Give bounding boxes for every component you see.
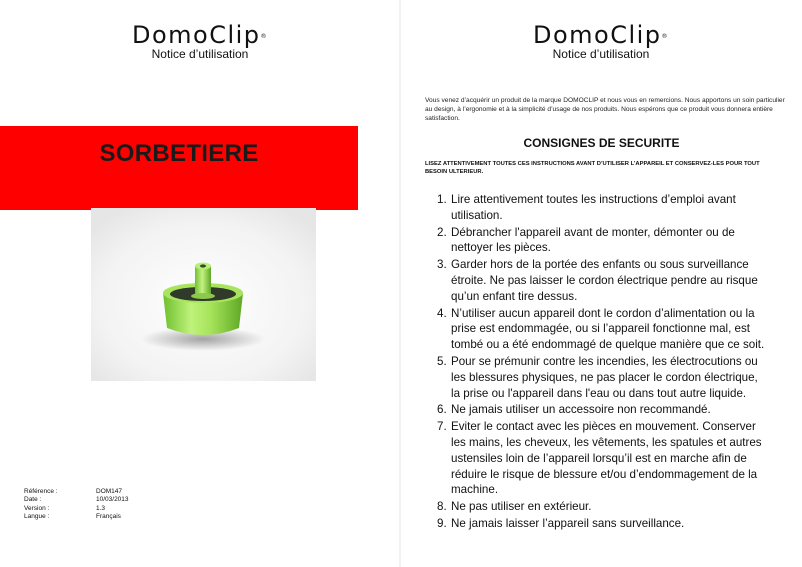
- list-item: 1. Lire attentivement toutes les instructions d’emploi avant utilisation.: [437, 193, 736, 222]
- product-title: SORBETIERE: [99, 140, 259, 167]
- left-page: [0, 0, 399, 567]
- list-item: 8. Ne pas utiliser en extérieur.: [437, 500, 592, 514]
- meta-row-version: Version : 1.3: [24, 504, 106, 512]
- title-banner: [0, 126, 358, 210]
- domoclip-logo: DomoClip®: [131, 21, 269, 49]
- brand-header-right: [501, 22, 701, 61]
- domoclip-logo: DomoClip®: [532, 21, 670, 49]
- list-item: 9. Ne jamais laisser l’appareil sans surveillance.: [437, 516, 685, 530]
- list-item: 5. Pour se prémunir contre les incendies, les électrocutions ou les blessures physiques, ne pas placer le cordon électrique, la prise ou l'appareil dans l'eau ou dans tout autre liquide.: [437, 354, 758, 400]
- read-instructions-warning: LISEZ ATTENTIVEMENT TOUTES CES INSTRUCTIONS AVANT D’UTILISER L’APPAREIL ET CONSERVEZ-LES POUR TOUT BESOIN ULTERIEUR.: [425, 161, 760, 175]
- list-item: 6. Ne jamais utiliser un accessoire non recommandé.: [437, 403, 711, 417]
- intro-paragraph: Vous venez d’acquérir un produit de la marque DOMOCLIP et nous vous en remercions. Nous apportons un soin particulier au design, à l’ergonomie et à la simplicité d’usage de nos produits. Nous espérons que ce produit vous donnera entière satisfaction.: [425, 97, 785, 122]
- document-meta: [24, 488, 129, 522]
- meta-row-language: Langue : Français: [24, 513, 121, 521]
- notice-subtitle: Notice d’utilisation: [151, 47, 249, 61]
- notice-subtitle: Notice d’utilisation: [552, 47, 650, 61]
- right-page: [401, 0, 802, 567]
- meta-row-reference: Référence : DOM147: [24, 488, 123, 495]
- safety-section-title: CONSIGNES DE SECURITE: [523, 136, 680, 150]
- meta-row-date: Date : 10/03/2013: [24, 496, 129, 504]
- safety-instructions-list: [438, 192, 768, 533]
- list-item: 2. Débrancher l'appareil avant de monter, démonter ou de nettoyer les pièces.: [437, 225, 735, 255]
- list-item: 4. N’utiliser aucun appareil dont le cordon d’alimentation ou la prise est endommagée, ou si l’appareil fonctionne mal, est tombé ou a été endommagé de quelque manière que ce soit.: [437, 306, 765, 352]
- product-photo: [91, 208, 316, 381]
- brand-header-left: [100, 22, 300, 61]
- list-item: 7. Eviter le contact avec les pièces en mouvement. Conserver les mains, les cheveux, les vêtements, les spatules et autres ustensiles loin de l’appareil lorsqu’il est en marche afin de réduire le risque de blessure et/ou d’endommagement de la machine.: [437, 420, 762, 497]
- list-item: 3. Garder hors de la portée des enfants ou sous surveillance étroite. Ne pas laisser le cordon électrique pendre au risque qu’un enfant tire dessus.: [437, 258, 758, 303]
